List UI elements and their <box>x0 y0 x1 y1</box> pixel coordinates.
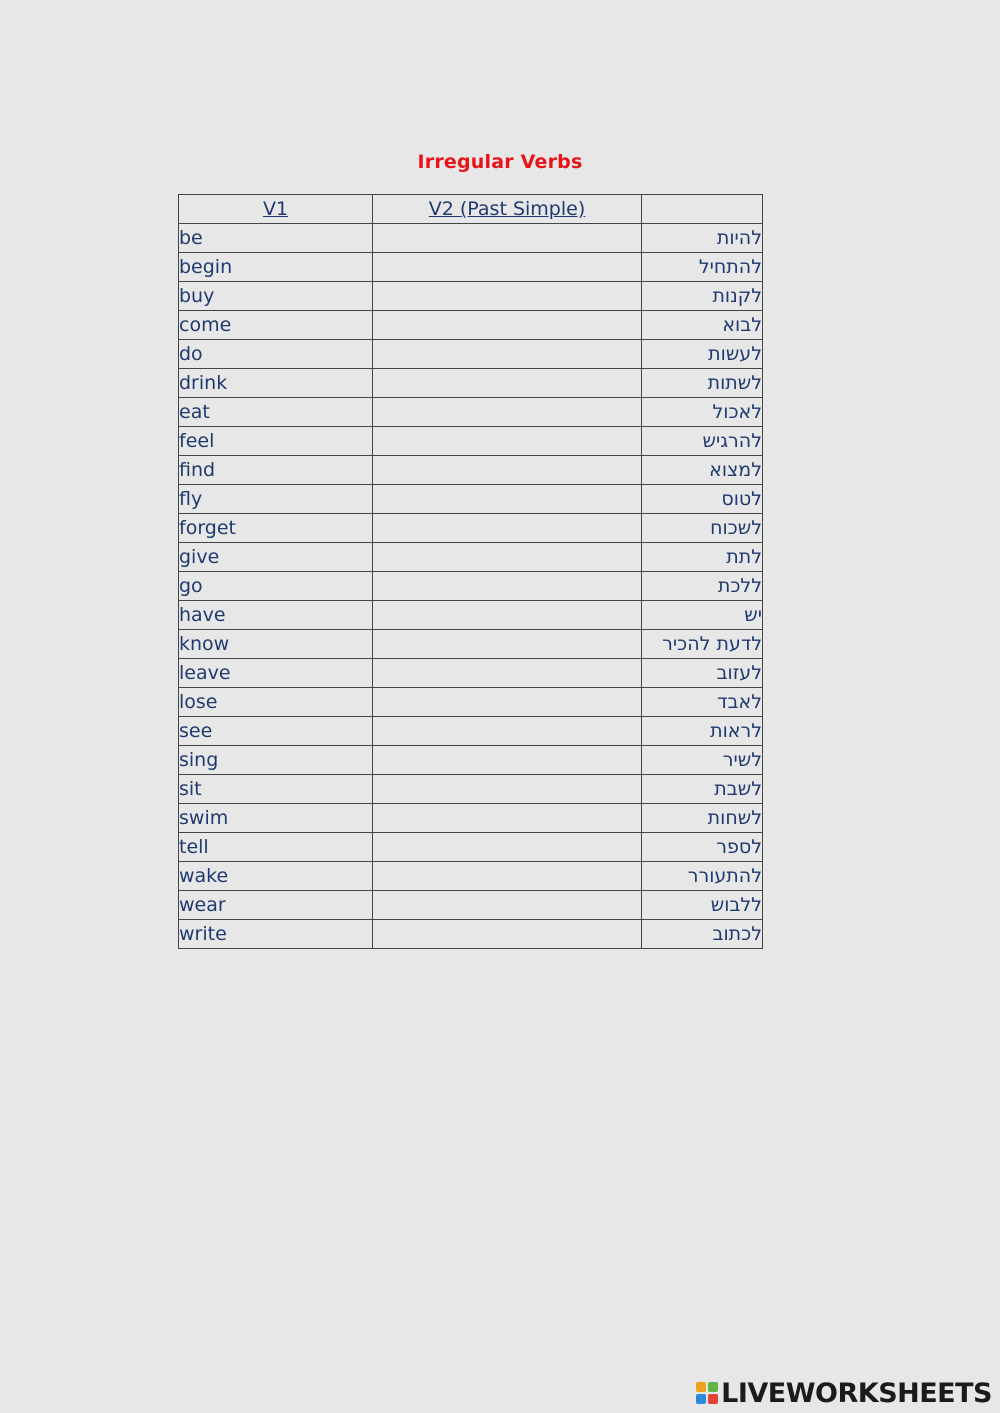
past-simple-answer-field[interactable] <box>373 398 642 427</box>
hebrew-translation: יש <box>642 601 763 630</box>
hebrew-translation: לראות <box>642 717 763 746</box>
table-row <box>179 630 763 659</box>
past-simple-answer-field[interactable] <box>373 369 642 398</box>
irregular-verbs-table <box>178 194 763 949</box>
header-v2: V2 (Past Simple) <box>373 195 642 224</box>
verb-base-form: come <box>179 311 373 340</box>
table-row <box>179 224 763 253</box>
logo-mark-icon <box>696 1382 718 1404</box>
table-row <box>179 688 763 717</box>
verb-base-form: leave <box>179 659 373 688</box>
past-simple-answer-field[interactable] <box>373 775 642 804</box>
logo-square <box>708 1394 718 1404</box>
hebrew-translation: להתחיל <box>642 253 763 282</box>
verb-base-form: lose <box>179 688 373 717</box>
past-simple-answer-field[interactable] <box>373 311 642 340</box>
verb-base-form: sit <box>179 775 373 804</box>
table-header-row <box>179 195 763 224</box>
past-simple-answer-field[interactable] <box>373 224 642 253</box>
hebrew-translation: לקנות <box>642 282 763 311</box>
brand-name: LIVEWORKSHEETS <box>721 1377 992 1409</box>
verb-base-form: fly <box>179 485 373 514</box>
page-title: Irregular Verbs <box>417 151 583 173</box>
logo-square <box>696 1382 706 1392</box>
verb-base-form: have <box>179 601 373 630</box>
hebrew-translation: לכתוב <box>642 920 763 949</box>
past-simple-answer-field[interactable] <box>373 601 642 630</box>
table-row <box>179 253 763 282</box>
hebrew-translation: לדעת להכיר <box>642 630 763 659</box>
table-row <box>179 833 763 862</box>
past-simple-answer-field[interactable] <box>373 920 642 949</box>
table-row <box>179 311 763 340</box>
header-v1: V1 <box>179 195 373 224</box>
logo-square <box>696 1394 706 1404</box>
hebrew-translation: לשחות <box>642 804 763 833</box>
table-row <box>179 514 763 543</box>
verb-base-form: swim <box>179 804 373 833</box>
hebrew-translation: למצוא <box>642 456 763 485</box>
verb-base-form: do <box>179 340 373 369</box>
table-row <box>179 717 763 746</box>
table-row <box>179 543 763 572</box>
hebrew-translation: לשכוח <box>642 514 763 543</box>
verb-base-form: forget <box>179 514 373 543</box>
past-simple-answer-field[interactable] <box>373 746 642 775</box>
table-row <box>179 746 763 775</box>
verb-base-form: buy <box>179 282 373 311</box>
hebrew-translation: ללבוש <box>642 891 763 920</box>
past-simple-answer-field[interactable] <box>373 485 642 514</box>
hebrew-translation: לשיר <box>642 746 763 775</box>
table-body <box>179 224 763 949</box>
verb-base-form: sing <box>179 746 373 775</box>
hebrew-translation: לאכול <box>642 398 763 427</box>
verb-base-form: be <box>179 224 373 253</box>
table-row <box>179 920 763 949</box>
hebrew-translation: לטוס <box>642 485 763 514</box>
past-simple-answer-field[interactable] <box>373 717 642 746</box>
verb-base-form: know <box>179 630 373 659</box>
verb-base-form: wake <box>179 862 373 891</box>
past-simple-answer-field[interactable] <box>373 543 642 572</box>
table-row <box>179 456 763 485</box>
verb-base-form: find <box>179 456 373 485</box>
hebrew-translation: להתעורר <box>642 862 763 891</box>
past-simple-answer-field[interactable] <box>373 514 642 543</box>
past-simple-answer-field[interactable] <box>373 804 642 833</box>
table-row <box>179 775 763 804</box>
logo-square <box>708 1382 718 1392</box>
past-simple-answer-field[interactable] <box>373 862 642 891</box>
hebrew-translation: לשתות <box>642 369 763 398</box>
past-simple-answer-field[interactable] <box>373 282 642 311</box>
hebrew-translation: לבוא <box>642 311 763 340</box>
past-simple-answer-field[interactable] <box>373 833 642 862</box>
table-row <box>179 369 763 398</box>
verb-base-form: drink <box>179 369 373 398</box>
hebrew-translation: להיות <box>642 224 763 253</box>
past-simple-answer-field[interactable] <box>373 456 642 485</box>
table-row <box>179 340 763 369</box>
verb-base-form: go <box>179 572 373 601</box>
table-row <box>179 804 763 833</box>
verb-base-form: wear <box>179 891 373 920</box>
table-row <box>179 427 763 456</box>
hebrew-translation: לספר <box>642 833 763 862</box>
verb-base-form: see <box>179 717 373 746</box>
hebrew-translation: לאבד <box>642 688 763 717</box>
table-row <box>179 601 763 630</box>
liveworksheets-logo <box>696 1378 992 1408</box>
table-row <box>179 398 763 427</box>
hebrew-translation: להרגיש <box>642 427 763 456</box>
past-simple-answer-field[interactable] <box>373 630 642 659</box>
past-simple-answer-field[interactable] <box>373 659 642 688</box>
verb-base-form: write <box>179 920 373 949</box>
hebrew-translation: לתת <box>642 543 763 572</box>
hebrew-translation: ללכת <box>642 572 763 601</box>
header-translation <box>642 195 763 224</box>
table-row <box>179 891 763 920</box>
past-simple-answer-field[interactable] <box>373 572 642 601</box>
table-row <box>179 572 763 601</box>
past-simple-answer-field[interactable] <box>373 340 642 369</box>
past-simple-answer-field[interactable] <box>373 688 642 717</box>
past-simple-answer-field[interactable] <box>373 253 642 282</box>
verb-base-form: tell <box>179 833 373 862</box>
hebrew-translation: לשבת <box>642 775 763 804</box>
table-row <box>179 862 763 891</box>
table-row <box>179 659 763 688</box>
past-simple-answer-field[interactable] <box>373 427 642 456</box>
hebrew-translation: לעשות <box>642 340 763 369</box>
verb-base-form: begin <box>179 253 373 282</box>
verb-base-form: feel <box>179 427 373 456</box>
verb-base-form: give <box>179 543 373 572</box>
verb-base-form: eat <box>179 398 373 427</box>
table-row <box>179 282 763 311</box>
table-row <box>179 485 763 514</box>
hebrew-translation: לעזוב <box>642 659 763 688</box>
past-simple-answer-field[interactable] <box>373 891 642 920</box>
